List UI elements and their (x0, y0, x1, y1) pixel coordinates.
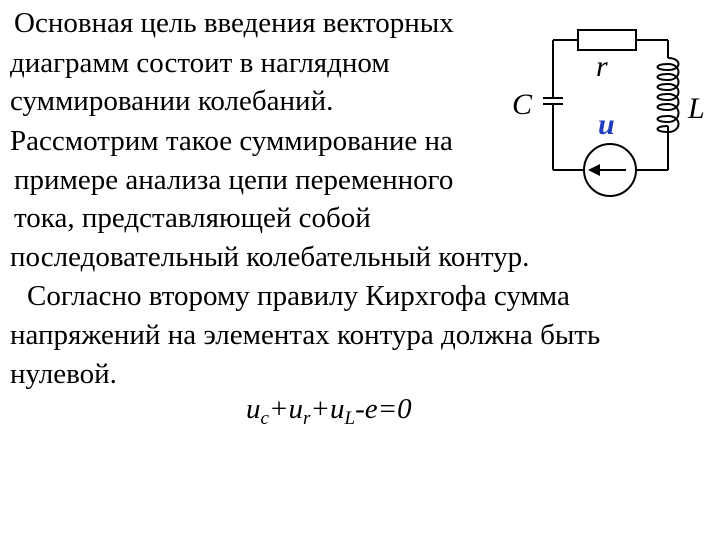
kirchhoff-formula (246, 392, 412, 429)
label-L: L (688, 92, 705, 125)
text-line-7: последовательный колебательный контур. (10, 241, 530, 273)
formula-term-1: u (246, 393, 261, 425)
label-C: C (512, 88, 533, 121)
text-line-8: Согласно второму правилу Кирхгофа сумма (27, 280, 570, 312)
formula-sub-2: r (303, 408, 311, 429)
text-line-9: напряжений на элементах контура должна быть (10, 319, 601, 351)
text-line-1: Основная цель введения векторных (14, 7, 454, 39)
formula-term-2: +u (268, 393, 304, 425)
formula-term-3: +u (310, 393, 345, 425)
label-r: r (596, 50, 608, 83)
text-line-3: суммировании колебаний. (10, 85, 334, 117)
text-line-2: диаграмм состоит в наглядном (10, 47, 390, 79)
text-line-10: нулевой. (10, 358, 117, 390)
text-line-5: примере анализа цепи переменного (14, 164, 454, 196)
formula-sub-3: L (344, 408, 356, 429)
source-arrow-head (588, 164, 600, 176)
text-line-6: тока, представляющей собой (14, 202, 371, 234)
text-line-4: Рассмотрим такое суммирование на (10, 125, 453, 157)
label-u: u (598, 108, 615, 141)
circuit-diagram (500, 22, 715, 202)
formula-sub-1: c (260, 408, 269, 429)
resistor (578, 30, 636, 50)
formula-term-4: -e=0 (355, 393, 412, 425)
inductor (658, 58, 679, 132)
